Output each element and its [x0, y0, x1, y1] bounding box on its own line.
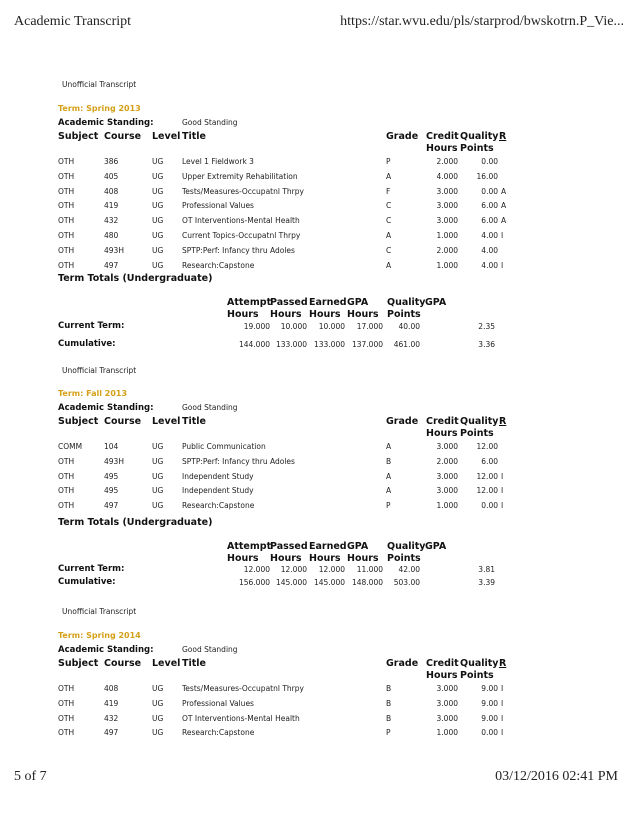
col-credit-hours-header-line2: Hours — [426, 670, 458, 681]
col-quality-points-header-line1: Quality — [460, 658, 499, 669]
col-credit-hours-header — [426, 658, 459, 682]
course-credit-hours: 3.000 — [436, 472, 458, 481]
course-grade: B — [386, 684, 392, 693]
col-quality-points-header-line2: Points — [460, 670, 494, 681]
course-level: UG — [152, 728, 164, 737]
course-repeat-flag: I — [501, 501, 504, 510]
current-term-earned-hours: 12.000 — [318, 565, 345, 574]
course-credit-hours: 3.000 — [436, 187, 458, 196]
course-grade: B — [386, 714, 392, 723]
totals-quality-header-line2: Points — [387, 309, 421, 320]
course-number: 419 — [104, 201, 119, 210]
col-course-header: Course — [104, 658, 142, 669]
cumulative-quality-points: 503.00 — [393, 578, 420, 587]
course-repeat-flag: I — [501, 486, 504, 495]
course-number: 493H — [104, 457, 124, 466]
course-repeat-flag: I — [501, 684, 504, 693]
col-course-header: Course — [104, 416, 142, 427]
print-datetime: 03/12/2016 02:41 PM — [495, 769, 618, 784]
course-subject: OTH — [58, 501, 75, 510]
course-credit-hours: 1.000 — [436, 231, 458, 240]
course-title: SPTP:Perf: Infancy thru Adoles — [182, 246, 295, 255]
course-level: UG — [152, 442, 164, 451]
col-credit-hours-header — [426, 416, 459, 440]
course-grade: A — [386, 472, 392, 481]
current-term-passed-hours: 10.000 — [280, 322, 307, 331]
current-term-passed-hours: 12.000 — [280, 565, 307, 574]
course-credit-hours: 3.000 — [436, 684, 458, 693]
totals-gpa-hours-header-line1: GPA — [347, 541, 369, 552]
course-grade: F — [386, 187, 391, 196]
course-quality-points: 4.00 — [481, 231, 498, 240]
course-title: Level 1 Fieldwork 3 — [182, 157, 254, 166]
course-quality-points: 0.00 — [481, 501, 498, 510]
course-title: Tests/Measures-Occupatnl Thrpy — [182, 187, 304, 196]
course-credit-hours: 2.000 — [436, 246, 458, 255]
current-term-quality-points: 42.00 — [398, 565, 420, 574]
cumulative-passed-hours: 133.000 — [275, 340, 307, 349]
course-number: 408 — [104, 187, 119, 196]
totals-earned-header-line2: Hours — [309, 553, 341, 564]
term-heading: Term: Fall 2013 — [58, 389, 128, 398]
course-number: 497 — [104, 501, 119, 510]
course-credit-hours: 3.000 — [436, 699, 458, 708]
cumulative-earned-hours: 133.000 — [313, 340, 345, 349]
course-level: UG — [152, 246, 164, 255]
course-grade: C — [386, 201, 392, 210]
course-number: 408 — [104, 684, 119, 693]
course-repeat-flag: A — [501, 201, 507, 210]
course-number: 480 — [104, 231, 119, 240]
course-grade: P — [386, 728, 391, 737]
totals-attempt-header — [227, 541, 271, 565]
course-quality-points: 9.00 — [481, 714, 498, 723]
totals-attempt-header-line2: Hours — [227, 553, 259, 564]
current-term-gpa-hours: 17.000 — [356, 322, 383, 331]
course-quality-points: 9.00 — [481, 699, 498, 708]
course-credit-hours: 3.000 — [436, 486, 458, 495]
course-grade: A — [386, 442, 392, 451]
course-credit-hours: 3.000 — [436, 714, 458, 723]
totals-attempt-header-line2: Hours — [227, 309, 259, 320]
current-term-earned-hours: 10.000 — [318, 322, 345, 331]
academic-standing-value: Good Standing — [182, 118, 238, 127]
course-quality-points: 4.00 — [481, 261, 498, 270]
col-repeat-header[interactable]: R — [499, 416, 507, 427]
totals-earned-header — [309, 297, 347, 321]
course-subject: OTH — [58, 201, 75, 210]
course-subject: OTH — [58, 714, 75, 723]
col-credit-hours-header-line1: Credit — [426, 416, 459, 427]
course-level: UG — [152, 684, 164, 693]
course-subject: OTH — [58, 684, 75, 693]
course-quality-points: 16.00 — [476, 172, 498, 181]
course-title: Public Communication — [182, 442, 266, 451]
course-subject: OTH — [58, 486, 75, 495]
col-title-header: Title — [182, 658, 206, 669]
course-quality-points: 12.00 — [476, 442, 498, 451]
course-credit-hours: 1.000 — [436, 261, 458, 270]
col-title-header: Title — [182, 131, 206, 142]
unofficial-transcript-label: Unofficial Transcript — [62, 366, 137, 375]
browser-page-title: Academic Transcript — [14, 14, 132, 29]
page-url: https://star.wvu.edu/pls/starprod/bwskotrn.P_Vie... — [340, 14, 624, 29]
course-number: 405 — [104, 172, 119, 181]
col-credit-hours-header — [426, 131, 459, 155]
course-grade: A — [386, 486, 392, 495]
course-level: UG — [152, 501, 164, 510]
totals-gpa-hours-header — [347, 541, 379, 565]
academic-standing-label: Academic Standing: — [58, 118, 154, 128]
course-grade: A — [386, 261, 392, 270]
current-term-attempt-hours: 12.000 — [243, 565, 270, 574]
course-number: 432 — [104, 714, 119, 723]
col-credit-hours-header-line2: Hours — [426, 143, 458, 154]
course-repeat-flag: I — [501, 714, 504, 723]
col-quality-points-header-line1: Quality — [460, 131, 499, 142]
course-number: 419 — [104, 699, 119, 708]
course-level: UG — [152, 157, 164, 166]
col-course-header: Course — [104, 131, 142, 142]
course-quality-points: 0.00 — [481, 157, 498, 166]
course-quality-points: 9.00 — [481, 684, 498, 693]
col-grade-header: Grade — [386, 416, 419, 427]
course-grade: B — [386, 699, 392, 708]
col-quality-points-header — [460, 416, 499, 440]
totals-quality-header-line2: Points — [387, 553, 421, 564]
totals-gpa-hours-header-line1: GPA — [347, 297, 369, 308]
course-title: Research:Capstone — [182, 501, 255, 510]
course-subject: OTH — [58, 187, 75, 196]
totals-passed-header-line1: Passed — [270, 541, 308, 552]
cumulative-gpa-hours: 148.000 — [351, 578, 383, 587]
academic-standing-label: Academic Standing: — [58, 403, 154, 413]
cumulative-quality-points: 461.00 — [393, 340, 420, 349]
cumulative-attempt-hours: 156.000 — [238, 578, 270, 587]
totals-passed-header — [270, 297, 308, 321]
course-repeat-flag: A — [501, 216, 507, 225]
course-level: UG — [152, 172, 164, 181]
course-grade: B — [386, 457, 392, 466]
course-title: Professional Values — [182, 201, 254, 210]
course-title: Upper Extremity Rehabilitation — [182, 172, 298, 181]
course-number: 495 — [104, 486, 119, 495]
course-title: Independent Study — [182, 486, 254, 495]
course-level: UG — [152, 201, 164, 210]
course-quality-points: 0.00 — [481, 728, 498, 737]
academic-standing-value: Good Standing — [182, 645, 238, 654]
course-subject: OTH — [58, 246, 75, 255]
totals-quality-header — [387, 541, 426, 565]
col-subject-header: Subject — [58, 131, 99, 142]
course-number: 497 — [104, 261, 119, 270]
course-number: 104 — [104, 442, 119, 451]
course-title: OT Interventions-Mental Health — [182, 216, 300, 225]
term-heading: Term: Spring 2013 — [58, 104, 141, 113]
totals-gpa-header-line1: GPA — [425, 297, 447, 308]
totals-earned-header-line2: Hours — [309, 309, 341, 320]
course-credit-hours: 1.000 — [436, 728, 458, 737]
current-term-gpa: 3.81 — [478, 565, 495, 574]
totals-quality-header — [387, 297, 426, 321]
course-number: 432 — [104, 216, 119, 225]
course-repeat-flag: I — [501, 231, 504, 240]
totals-quality-header-line1: Quality — [387, 297, 426, 308]
course-quality-points: 12.00 — [476, 472, 498, 481]
course-credit-hours: 3.000 — [436, 442, 458, 451]
course-quality-points: 6.00 — [481, 457, 498, 466]
totals-gpa-hours-header-line2: Hours — [347, 309, 379, 320]
col-level-header: Level — [152, 131, 181, 142]
course-repeat-flag: I — [501, 728, 504, 737]
totals-attempt-header-line1: Attempt — [227, 541, 272, 552]
page-number: 5 of 7 — [14, 769, 47, 784]
course-number: 495 — [104, 472, 119, 481]
course-subject: OTH — [58, 231, 75, 240]
course-quality-points: 6.00 — [481, 216, 498, 225]
col-credit-hours-header-line1: Credit — [426, 658, 459, 669]
col-grade-header: Grade — [386, 131, 419, 142]
course-subject: OTH — [58, 457, 75, 466]
course-title: Research:Capstone — [182, 728, 255, 737]
cumulative-label: Cumulative: — [58, 577, 116, 587]
course-title: OT Interventions-Mental Health — [182, 714, 300, 723]
col-level-header: Level — [152, 658, 181, 669]
course-level: UG — [152, 231, 164, 240]
totals-gpa-hours-header — [347, 297, 379, 321]
course-credit-hours: 3.000 — [436, 216, 458, 225]
totals-attempt-header — [227, 297, 271, 321]
course-level: UG — [152, 699, 164, 708]
academic-standing-label: Academic Standing: — [58, 645, 154, 655]
col-quality-points-header — [460, 658, 499, 682]
cumulative-earned-hours: 145.000 — [313, 578, 345, 587]
course-subject: OTH — [58, 728, 75, 737]
course-subject: OTH — [58, 172, 75, 181]
totals-attempt-header-line1: Attempt — [227, 297, 272, 308]
course-subject: OTH — [58, 699, 75, 708]
col-quality-points-header-line2: Points — [460, 428, 494, 439]
totals-earned-header-line1: Earned — [309, 541, 347, 552]
col-subject-header: Subject — [58, 658, 99, 669]
course-grade: C — [386, 246, 392, 255]
totals-quality-header-line1: Quality — [387, 541, 426, 552]
col-subject-header: Subject — [58, 416, 99, 427]
course-title: Independent Study — [182, 472, 254, 481]
term-totals-title: Term Totals (Undergraduate) — [58, 273, 213, 284]
totals-gpa-header — [425, 541, 446, 553]
col-credit-hours-header-line1: Credit — [426, 131, 459, 142]
term-totals-title: Term Totals (Undergraduate) — [58, 517, 213, 528]
current-term-label: Current Term: — [58, 564, 125, 574]
cumulative-attempt-hours: 144.000 — [238, 340, 270, 349]
course-subject: OTH — [58, 157, 75, 166]
course-level: UG — [152, 261, 164, 270]
cumulative-gpa: 3.36 — [478, 340, 495, 349]
col-grade-header: Grade — [386, 658, 419, 669]
col-quality-points-header — [460, 131, 499, 155]
course-level: UG — [152, 472, 164, 481]
totals-gpa-header — [425, 297, 446, 309]
course-number: 386 — [104, 157, 119, 166]
totals-gpa-header-line1: GPA — [425, 541, 447, 552]
col-level-header: Level — [152, 416, 181, 427]
course-title: Research:Capstone — [182, 261, 255, 270]
col-quality-points-header-line2: Points — [460, 143, 494, 154]
course-repeat-flag: I — [501, 261, 504, 270]
course-repeat-flag: I — [501, 699, 504, 708]
cumulative-passed-hours: 145.000 — [275, 578, 307, 587]
current-term-gpa-hours: 11.000 — [356, 565, 383, 574]
totals-earned-header — [309, 541, 347, 565]
course-credit-hours: 2.000 — [436, 157, 458, 166]
course-title: SPTP:Perf: Infancy thru Adoles — [182, 457, 295, 466]
course-subject: COMM — [58, 442, 83, 451]
course-quality-points: 4.00 — [481, 246, 498, 255]
unofficial-transcript-label: Unofficial Transcript — [62, 607, 137, 616]
course-level: UG — [152, 187, 164, 196]
course-quality-points: 0.00 — [481, 187, 498, 196]
course-grade: A — [386, 231, 392, 240]
course-subject: OTH — [58, 472, 75, 481]
course-level: UG — [152, 216, 164, 225]
course-title: Current Topics-Occupatnl Thrpy — [182, 231, 301, 240]
course-repeat-flag: I — [501, 472, 504, 481]
course-number: 493H — [104, 246, 124, 255]
totals-passed-header-line2: Hours — [270, 553, 302, 564]
col-repeat-header[interactable]: R — [499, 658, 507, 669]
course-title: Tests/Measures-Occupatnl Thrpy — [182, 684, 304, 693]
current-term-label: Current Term: — [58, 321, 125, 331]
course-number: 497 — [104, 728, 119, 737]
totals-passed-header-line1: Passed — [270, 297, 308, 308]
course-credit-hours: 3.000 — [436, 201, 458, 210]
totals-earned-header-line1: Earned — [309, 297, 347, 308]
course-level: UG — [152, 457, 164, 466]
course-credit-hours: 4.000 — [436, 172, 458, 181]
cumulative-label: Cumulative: — [58, 339, 116, 349]
current-term-attempt-hours: 19.000 — [243, 322, 270, 331]
unofficial-transcript-label: Unofficial Transcript — [62, 80, 137, 89]
totals-passed-header-line2: Hours — [270, 309, 302, 320]
course-credit-hours: 1.000 — [436, 501, 458, 510]
col-credit-hours-header-line2: Hours — [426, 428, 458, 439]
current-term-quality-points: 40.00 — [398, 322, 420, 331]
current-term-gpa: 2.35 — [478, 322, 495, 331]
course-quality-points: 6.00 — [481, 201, 498, 210]
course-quality-points: 12.00 — [476, 486, 498, 495]
course-grade: C — [386, 216, 392, 225]
course-subject: OTH — [58, 261, 75, 270]
cumulative-gpa: 3.39 — [478, 578, 495, 587]
course-credit-hours: 2.000 — [436, 457, 458, 466]
course-subject: OTH — [58, 216, 75, 225]
col-repeat-header[interactable]: R — [499, 131, 507, 142]
academic-standing-value: Good Standing — [182, 403, 238, 412]
course-grade: A — [386, 172, 392, 181]
course-grade: P — [386, 157, 391, 166]
col-title-header: Title — [182, 416, 206, 427]
course-repeat-flag: A — [501, 187, 507, 196]
course-grade: P — [386, 501, 391, 510]
term-heading: Term: Spring 2014 — [58, 631, 141, 640]
totals-passed-header — [270, 541, 308, 565]
col-quality-points-header-line1: Quality — [460, 416, 499, 427]
course-level: UG — [152, 714, 164, 723]
totals-gpa-hours-header-line2: Hours — [347, 553, 379, 564]
course-title: Professional Values — [182, 699, 254, 708]
course-level: UG — [152, 486, 164, 495]
cumulative-gpa-hours: 137.000 — [351, 340, 383, 349]
